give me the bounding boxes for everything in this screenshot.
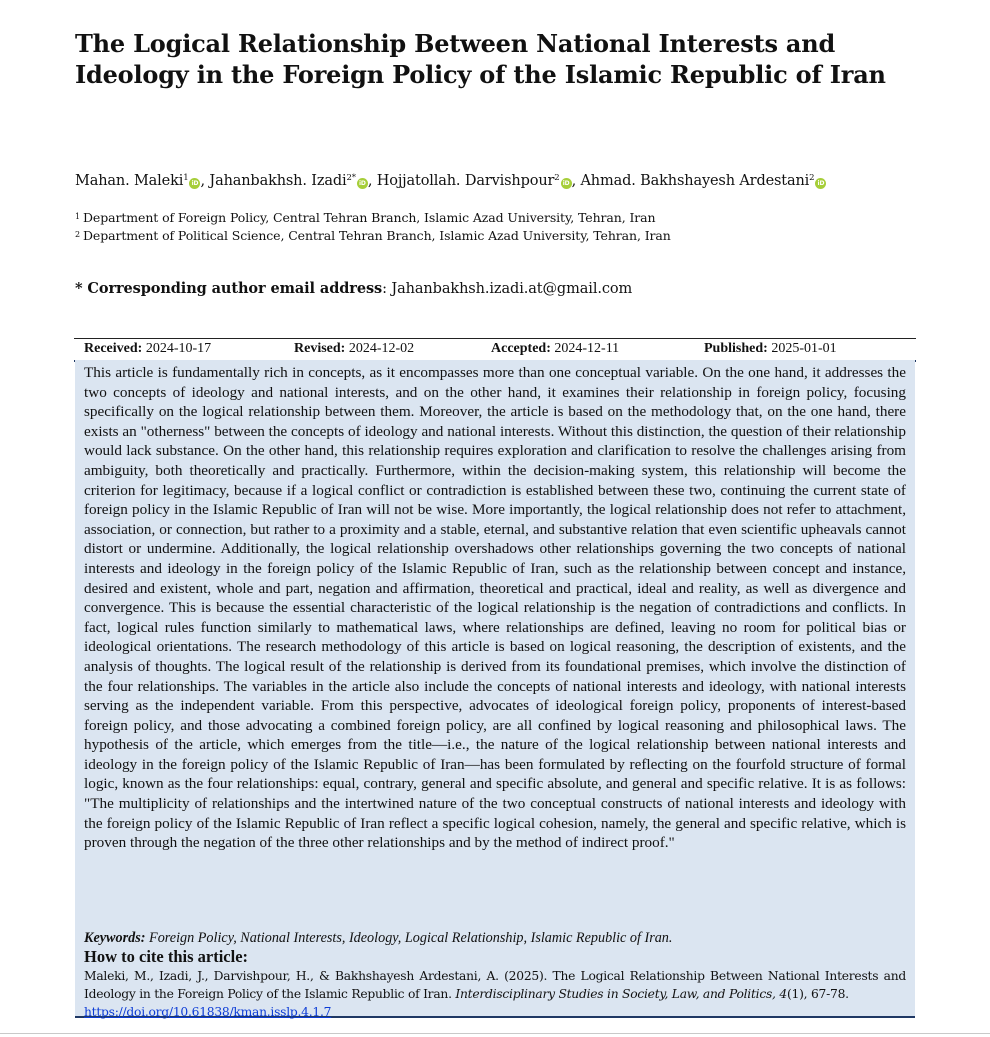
author-name: Jahanbakhsh. Izadi <box>209 173 347 189</box>
citation <box>84 967 906 1021</box>
author-affiliation-mark: 1 <box>183 173 189 183</box>
orcid-icon[interactable]: iD <box>561 178 572 189</box>
article-dates <box>74 338 916 362</box>
abstract-text: This article is fundamentally rich in concepts, as it encompasses more than one conceptual variable. On the one hand, it addresses the two concepts of ideology and national interests, and on the other hand, it examines their relationship in foreign policy, focusing specifically on the logical relationship between them. Moreover, the article is based on the methodology that, on the one hand, there exists an "otherness" between the concepts of ideology and national interests. Without this distinction, the question of their relationship would lack substance. On the other hand, this relationship requires exploration and clarification to resolve the challenges arising from ambiguity, both theoretically and practically. Furthermore, within the decision-making system, this relationship will become the criterion for legitimacy, because if a logical conflict or contradiction is established between these two, continuing the current state of foreign policy in the Islamic Republic of Iran will not be wise. More importantly, the logical relationship does not refer to attachment, association, or connection, but rather to a proximity and a stable, eternal, and substantive relation that even scientific upheavals cannot distort or undermine. Additionally, the logical relationship overshadows other relationships governing the two concepts of national interests and ideology in the foreign policy of the Islamic Republic of Iran, such as the relationship between concept and instance, desired and existent, whole and part, negation and affirmation, theoretical and practical, ideal and reality, as well as divergence and convergence. This is because the essential characteristic of the logical relationship is the negation of contradictions and conflicts. In fact, logical rules function similarly to mathematical laws, where relationships are defined, leaving no room for political bias or ideological orientations. The research methodology of this article is based on logical reasoning, the description of existents, and the analysis of thoughts. The logical result of the relationship is derived from its foundational premises, which involve the distinction of the four relationships. The variables in the article also include the concepts of national interests and ideology, with national interests serving as the independent variable. From this perspective, advocates of ideological foreign policy, proponents of interest-based foreign policy, and those advocating a combined foreign policy, are all confined by logical reasoning and philosophical laws. The hypothesis of the article, which emerges from the title—i.e., the nature of the logical relationship between national interests and ideology in the foreign policy of the Islamic Republic of Iran—has been formulated by reflecting on the fourfold structure of formal logic, known as the four relationships: equal, contrary, general and specific absolute, and general and specific relative. It is as follows: "The multiplicity of relationships and the intertwined nature of the two conceptual constructs of national interests and ideology with the foreign policy of the Islamic Republic of Iran reflect a specific logical cohesion, namely, the general and specific relative, which is proven through the negation of the three other relationships and by the method of indirect proof." <box>84 364 906 852</box>
keywords-text: Foreign Policy, National Interests, Ideology, Logical Relationship, Islamic Republic of Iran. <box>149 930 673 946</box>
orcid-icon[interactable]: iD <box>189 178 200 189</box>
author-affiliation-mark: 2 <box>554 173 560 183</box>
article-title: The Logical Relationship Between National Interests and Ideology in the Foreign Policy of the Islamic Republic of Iran <box>75 29 886 89</box>
accepted-date: Accepted: 2024-12-11 <box>491 341 620 356</box>
author-list: Mahan. Maleki$^1$iD , Jahanbakhsh. Izadi$^{2*}$iD , Hojjatollah. Darvishpour$^2$iD , Ahmad. Bakhshayesh Ardestani$^2$iD <box>75 168 826 191</box>
author-name: Hojjatollah. Darvishpour <box>376 173 555 189</box>
citation-heading: How to cite this article: <box>84 947 249 966</box>
affiliation-item <box>75 208 671 226</box>
corresponding-author: * Corresponding author email address: Jahanbakhsh.izadi.at@gmail.com <box>75 280 633 297</box>
author-affiliation-mark: 2* <box>346 173 356 183</box>
keywords <box>84 929 906 947</box>
received-date: Received: 2024-10-17 <box>84 341 212 356</box>
author-name: Ahmad. Bakhshayesh Ardestani <box>580 173 810 189</box>
affiliation-text: Department of Political Science, Central Tehran Branch, Islamic Azad University, Tehran, Iran <box>83 228 671 243</box>
orcid-icon[interactable]: iD <box>357 178 368 189</box>
citation-journal: Interdisciplinary Studies in Society, Law, and Politics, 4 <box>455 987 787 1001</box>
corresponding-email[interactable]: Jahanbakhsh.izadi.at@gmail.com <box>391 281 633 297</box>
revised-date: Revised: 2024-12-02 <box>294 341 415 356</box>
affiliation-mark: 2 <box>75 230 80 239</box>
doi-link[interactable]: https://doi.org/10.61838/kman.isslp.4.1.7 <box>84 1005 332 1019</box>
orcid-icon[interactable]: iD <box>815 178 826 189</box>
keywords-label: Keywords: <box>84 930 146 946</box>
corresponding-label: * Corresponding author email address <box>75 280 383 297</box>
affiliation-text: Department of Foreign Policy, Central Tehran Branch, Islamic Azad University, Tehran, Iran <box>83 210 656 225</box>
affiliation-item <box>75 226 671 244</box>
page-bottom-divider <box>0 1033 990 1034</box>
published-date: Published: 2025-01-01 <box>704 341 837 356</box>
author-affiliation-mark: 2 <box>809 173 815 183</box>
affiliation-mark: 1 <box>75 212 80 221</box>
abstract-box <box>75 360 915 1018</box>
author-name: Mahan. Maleki <box>75 173 184 189</box>
affiliation-list <box>75 208 671 244</box>
citation-text: Maleki, M., Izadi, J., Darvishpour, H., & Bakhshayesh Ardestani, A. (2025). The Logical Relationship Between National Interests and Ideology in the Foreign Policy of the Islamic Republic of Iran. <box>84 969 906 1001</box>
citation-issue-pages: (1), 67-78. <box>786 987 849 1001</box>
